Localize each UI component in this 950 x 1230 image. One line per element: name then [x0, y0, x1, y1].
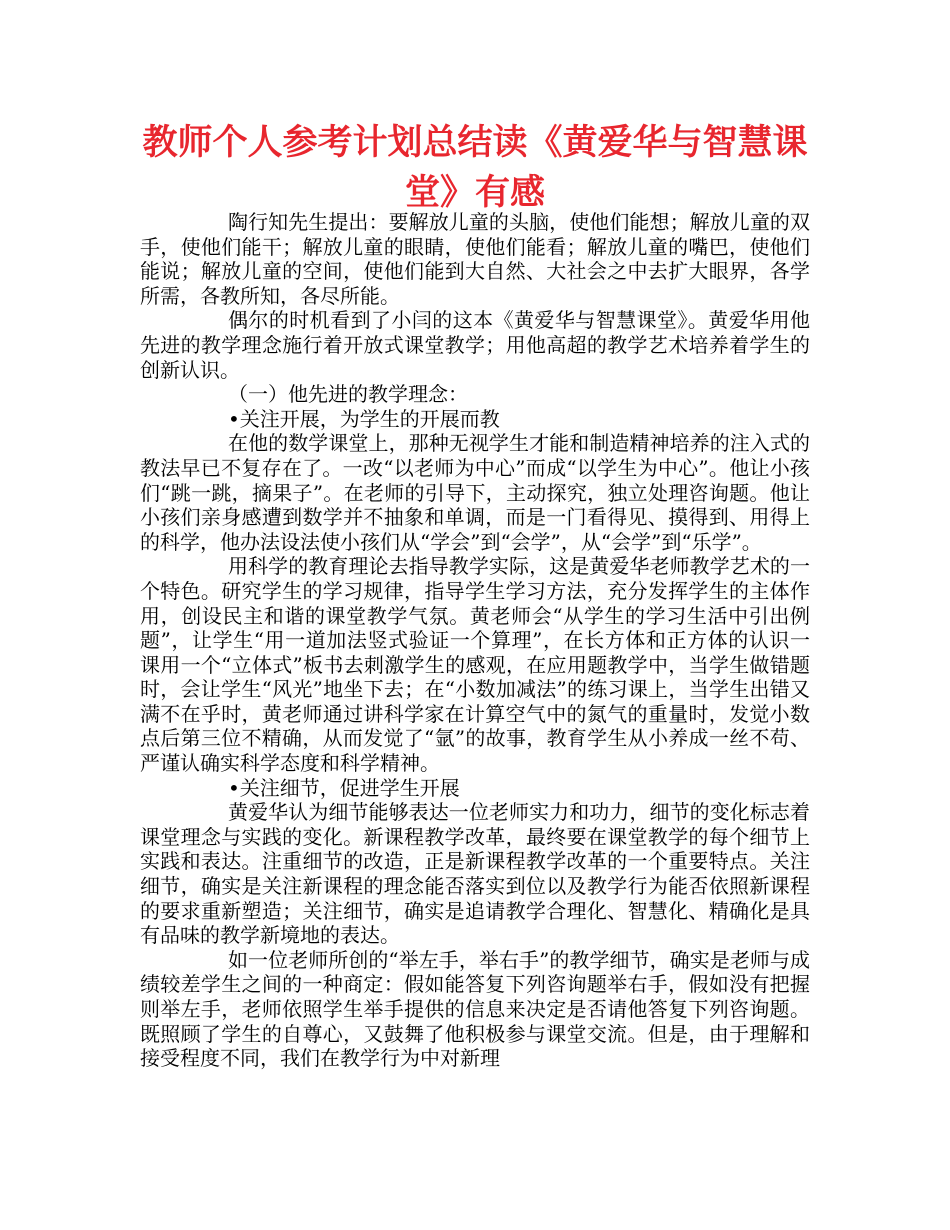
paragraph: 黄爱华认为细节能够表达一位老师实力和功力，细节的变化标志着课堂理念与实践的变化。新课程教学改革，最终要在课堂教学的每个细节上实践和表达。注重细节的改造，正是新课程教学改革的一个重要特点。关注细节，确实是关注新课程的理念能否落实到位以及教学行为能否依照新课程的要求重新塑造；关注细节，确实是追请教学合理化、智慧化、精确化是具有品味的教学新境地的表达。	[140, 800, 810, 948]
paragraph: 在他的数学课堂上，那种无视学生才能和制造精神培养的注入式的教法早已不复存在了。一改“以老师为中心”而成“以学生为中心”。他让小孩们“跳一跳，摘果子”。在老师的引导下，主动探究，独立处理咨询题。他让小孩们亲身感遭到数学并不抽象和单调，而是一门看得见、摸得到、用得上的科学，他办法设法使小孩们从“学会”到“会学”，从“会学”到“乐学”。	[140, 431, 810, 554]
paragraph-intro: 陶行知先生提出：要解放儿童的头脑，使他们能想；解放儿童的双手，使他们能干；解放儿童的眼睛，使他们能看；解放儿童的嘴巴，使他们能说；解放儿童的空间，使他们能到大自然、大社会之中去扩大眼界，各学所需，各教所知，各尽所能。	[140, 210, 810, 308]
paragraph-book: 偶尔的时机看到了小闫的这本《黄爱华与智慧课堂》。黄爱华用他先进的教学理念施行着开放式课堂教学；用他高超的教学艺术培养着学生的创新认识。	[140, 308, 810, 382]
document-body	[140, 210, 810, 1071]
paragraph: 用科学的教育理论去指导教学实际，这是黄爱华老师教学艺术的一个特色。研究学生的学习规律，指导学生学习方法，充分发挥学生的主体作用，创设民主和谐的课堂教学气氛。黄老师会“从学生的学习生活中引出例题”，让学生“用一道加法竖式验证一个算理”，在长方体和正方体的认识一课用一个“立体式”板书去刺激学生的感观，在应用题教学中，当学生做错题时，会让学生“风光”地坐下去；在“小数加减法”的练习课上，当学生出错又满不在乎时，黄老师通过讲科学家在计算空气中的氮气的重量时，发觉小数点后第三位不精确，从而发觉了“氩”的故事，教育学生从小养成一丝不苟、严谨认确实科学态度和科学精神。	[140, 554, 810, 776]
paragraph: 如一位老师所创的“举左手，举右手”的教学细节，确实是老师与成绩较差学生之间的一种商定：假如能答复下列咨询题举右手，假如没有把握则举左手，老师依照学生举手提供的信息来决定是否请他答复下列咨询题。既照顾了学生的自尊心，又鼓舞了他积极参与课堂交流。但是，由于理解和接受程度不同，我们在教学行为中对新理	[140, 947, 810, 1071]
document-title: 教师个人参考计划总结读《黄爱华与智慧课堂》有感	[142, 123, 808, 213]
bullet-heading: •关注开展，为学生的开展而教	[228, 406, 500, 431]
bullet-heading: •关注细节，促进学生开展	[228, 775, 460, 800]
section-heading: （一）他先进的教学理念：	[228, 382, 468, 407]
